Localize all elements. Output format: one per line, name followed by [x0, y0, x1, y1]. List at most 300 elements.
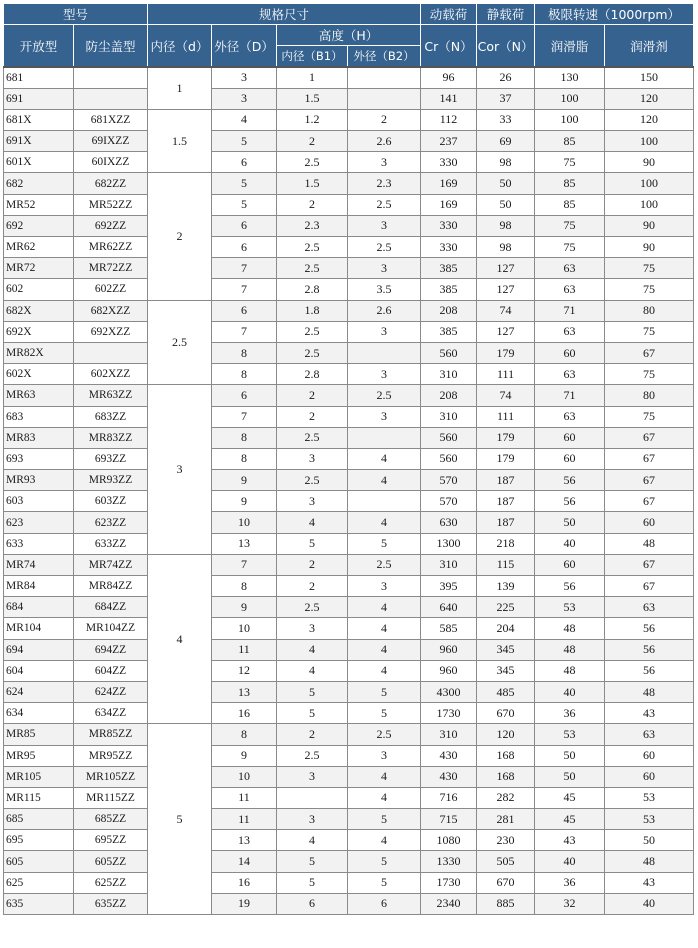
b1-cell: [277, 787, 348, 808]
table-row: [4, 533, 694, 554]
open-model-cell: 684: [4, 597, 74, 618]
cr-cell: 960: [421, 660, 477, 681]
oil-speed-cell: 56: [605, 660, 694, 681]
b2-cell: 5: [348, 851, 421, 872]
grease-speed-cell: 85: [535, 131, 605, 152]
cr-cell: 310: [421, 406, 477, 427]
b1-cell: 2: [277, 554, 348, 575]
grease-speed-cell: 48: [535, 639, 605, 660]
table-row: [4, 237, 694, 258]
table-row: [4, 131, 694, 152]
b1-cell: 4: [277, 660, 348, 681]
cor-cell: 225: [477, 597, 535, 618]
shielded-model-cell: MR63ZZ: [74, 385, 148, 406]
shielded-model-cell: MR52ZZ: [74, 194, 148, 215]
oil-speed-cell: 90: [605, 152, 694, 173]
inner-diameter-cell: 2.5: [148, 300, 212, 385]
oil-speed-cell: 60: [605, 766, 694, 787]
inner-diameter-cell: 4: [148, 554, 212, 724]
oil-speed-cell: 100: [605, 173, 694, 194]
open-model-cell: 695: [4, 830, 74, 851]
shielded-model-cell: 625ZZ: [74, 872, 148, 893]
shielded-model-cell: 60IXZZ: [74, 152, 148, 173]
oil-speed-cell: 67: [605, 470, 694, 491]
outer-diameter-header: 外径（D）: [212, 25, 277, 68]
oil-speed-cell: 60: [605, 745, 694, 766]
grease-speed-cell: 63: [535, 406, 605, 427]
outer-d-cell: 11: [212, 809, 277, 830]
b1-cell: 5: [277, 703, 348, 724]
grease-speed-cell: 71: [535, 385, 605, 406]
cr-cell: 640: [421, 597, 477, 618]
outer-d-cell: 11: [212, 639, 277, 660]
table-row: [4, 88, 694, 109]
cor-cell: 505: [477, 851, 535, 872]
shielded-model-cell: MR105ZZ: [74, 766, 148, 787]
outer-d-cell: 3: [212, 88, 277, 109]
oil-speed-cell: 56: [605, 639, 694, 660]
oil-speed-cell: 100: [605, 194, 694, 215]
shielded-model-cell: 683ZZ: [74, 406, 148, 427]
cr-cell: 395: [421, 576, 477, 597]
open-model-cell: 681X: [4, 109, 74, 130]
open-model-cell: MR82X: [4, 342, 74, 363]
oil-speed-cell: 43: [605, 703, 694, 724]
outer-d-cell: 5: [212, 173, 277, 194]
cor-cell: 98: [477, 237, 535, 258]
open-model-cell: MR52: [4, 194, 74, 215]
shielded-model-cell: MR104ZZ: [74, 618, 148, 639]
cr-cell: 330: [421, 237, 477, 258]
b2-cell: [348, 88, 421, 109]
shielded-model-cell: 605ZZ: [74, 851, 148, 872]
b2-cell: 5: [348, 681, 421, 702]
open-model-cell: 685: [4, 809, 74, 830]
b1-cell: 4: [277, 830, 348, 851]
cr-cell: 430: [421, 745, 477, 766]
cor-cell: 179: [477, 342, 535, 363]
b2-cell: 4: [348, 787, 421, 808]
open-model-cell: 634: [4, 703, 74, 724]
b2-cell: [348, 342, 421, 363]
table-row: [4, 724, 694, 745]
cor-cell: 120: [477, 724, 535, 745]
b2-cell: 3.5: [348, 279, 421, 300]
outer-d-cell: 9: [212, 470, 277, 491]
cr-cell: 1330: [421, 851, 477, 872]
inner-diameter-header: 内径（d）: [148, 25, 212, 68]
b1-cell: 2: [277, 194, 348, 215]
open-type-header: 开放型: [4, 25, 74, 68]
cor-cell: 281: [477, 809, 535, 830]
shielded-model-cell: MR95ZZ: [74, 745, 148, 766]
b1-cell: 4: [277, 512, 348, 533]
open-model-cell: MR63: [4, 385, 74, 406]
shielded-model-cell: 692XZZ: [74, 321, 148, 342]
open-model-cell: 601X: [4, 152, 74, 173]
b2-cell: 3: [348, 321, 421, 342]
outer-d-cell: 16: [212, 703, 277, 724]
shielded-model-cell: 681XZZ: [74, 109, 148, 130]
b2-cell: 4: [348, 830, 421, 851]
open-model-cell: 683: [4, 406, 74, 427]
oil-speed-cell: 80: [605, 300, 694, 321]
grease-speed-cell: 63: [535, 279, 605, 300]
oil-speed-cell: 48: [605, 533, 694, 554]
oil-speed-cell: 40: [605, 893, 694, 914]
cor-cell: 187: [477, 512, 535, 533]
open-model-cell: 693: [4, 448, 74, 469]
cor-cell: 345: [477, 639, 535, 660]
inner-b1-header: 内径（B1）: [277, 46, 348, 68]
cr-cell: 1730: [421, 872, 477, 893]
shielded-model-cell: [74, 342, 148, 363]
oil-speed-cell: 67: [605, 554, 694, 575]
cor-cell: 485: [477, 681, 535, 702]
b1-cell: 1.2: [277, 109, 348, 130]
table-row: [4, 448, 694, 469]
outer-d-cell: 10: [212, 618, 277, 639]
grease-speed-cell: 53: [535, 724, 605, 745]
b1-cell: 1.8: [277, 300, 348, 321]
open-model-cell: 623: [4, 512, 74, 533]
open-model-cell: 691: [4, 88, 74, 109]
height-header: 高度（H）: [277, 25, 421, 46]
table-row: [4, 215, 694, 236]
oil-speed-cell: 53: [605, 787, 694, 808]
cr-cell: 1730: [421, 703, 477, 724]
cr-cell: 310: [421, 554, 477, 575]
oil-speed-cell: 100: [605, 131, 694, 152]
table-row: [4, 67, 694, 88]
b1-cell: 6: [277, 893, 348, 914]
open-model-cell: MR62: [4, 237, 74, 258]
cr-cell: 112: [421, 109, 477, 130]
b2-cell: 3: [348, 576, 421, 597]
b1-cell: 2.3: [277, 215, 348, 236]
oil-speed-cell: 90: [605, 215, 694, 236]
grease-speed-cell: 53: [535, 597, 605, 618]
open-model-cell: 602: [4, 279, 74, 300]
cor-cell: 139: [477, 576, 535, 597]
shielded-model-cell: MR85ZZ: [74, 724, 148, 745]
table-row: [4, 576, 694, 597]
outer-d-cell: 8: [212, 448, 277, 469]
grease-speed-cell: 75: [535, 152, 605, 173]
b1-cell: 1: [277, 67, 348, 88]
shielded-model-cell: 623ZZ: [74, 512, 148, 533]
oil-speed-cell: 63: [605, 724, 694, 745]
open-model-cell: 602X: [4, 364, 74, 385]
table-row: [4, 766, 694, 787]
spec-group-header: 规格尺寸: [148, 4, 421, 25]
outer-d-cell: 7: [212, 258, 277, 279]
grease-speed-cell: 100: [535, 88, 605, 109]
cor-cell: 204: [477, 618, 535, 639]
outer-d-cell: 10: [212, 512, 277, 533]
b1-cell: 3: [277, 448, 348, 469]
b2-cell: [348, 427, 421, 448]
speed-limit-header: 极限转速（1000rpm）: [535, 4, 694, 25]
shielded-model-cell: MR62ZZ: [74, 237, 148, 258]
shielded-type-header: 防尘盖型: [74, 25, 148, 68]
table-row: [4, 321, 694, 342]
b1-cell: 5: [277, 872, 348, 893]
oil-speed-cell: 48: [605, 681, 694, 702]
table-row: [4, 109, 694, 130]
cr-cell: 560: [421, 342, 477, 363]
grease-speed-cell: 50: [535, 512, 605, 533]
grease-speed-cell: 32: [535, 893, 605, 914]
grease-speed-cell: 75: [535, 215, 605, 236]
open-model-cell: 694: [4, 639, 74, 660]
grease-speed-cell: 60: [535, 554, 605, 575]
oil-speed-cell: 67: [605, 427, 694, 448]
table-row: [4, 851, 694, 872]
shielded-model-cell: 684ZZ: [74, 597, 148, 618]
table-row: [4, 703, 694, 724]
outer-d-cell: 8: [212, 576, 277, 597]
b1-cell: 2: [277, 385, 348, 406]
outer-d-cell: 11: [212, 787, 277, 808]
cr-cell: 169: [421, 173, 477, 194]
shielded-model-cell: 634ZZ: [74, 703, 148, 724]
table-row: [4, 597, 694, 618]
oil-speed-cell: 80: [605, 385, 694, 406]
oil-speed-cell: 63: [605, 597, 694, 618]
cr-cell: 630: [421, 512, 477, 533]
cr-cell: 310: [421, 364, 477, 385]
outer-d-cell: 10: [212, 766, 277, 787]
b1-cell: 1.5: [277, 88, 348, 109]
b2-cell: 2.3: [348, 173, 421, 194]
cr-cell: 1080: [421, 830, 477, 851]
shielded-model-cell: MR115ZZ: [74, 787, 148, 808]
b1-cell: 2.8: [277, 364, 348, 385]
cr-header: Cr（N）: [421, 25, 477, 68]
oil-speed-cell: 90: [605, 237, 694, 258]
oil-speed-cell: 120: [605, 109, 694, 130]
oil-speed-cell: 67: [605, 448, 694, 469]
cr-cell: 330: [421, 215, 477, 236]
cr-cell: 141: [421, 88, 477, 109]
open-model-cell: 635: [4, 893, 74, 914]
table-row: [4, 787, 694, 808]
cor-cell: 670: [477, 872, 535, 893]
b2-cell: 3: [348, 406, 421, 427]
table-row: [4, 872, 694, 893]
b2-cell: 2.5: [348, 194, 421, 215]
shielded-model-cell: 604ZZ: [74, 660, 148, 681]
table-row: [4, 893, 694, 914]
table-row: [4, 681, 694, 702]
table-row: [4, 342, 694, 363]
outer-d-cell: 6: [212, 152, 277, 173]
shielded-model-cell: 624ZZ: [74, 681, 148, 702]
open-model-cell: 625: [4, 872, 74, 893]
table-header: [4, 4, 694, 68]
cr-cell: 1300: [421, 533, 477, 554]
cor-cell: 26: [477, 67, 535, 88]
cor-cell: 69: [477, 131, 535, 152]
open-model-cell: 624: [4, 681, 74, 702]
oil-header: 润滑剂: [605, 25, 694, 68]
b2-cell: 2: [348, 109, 421, 130]
shielded-model-cell: 694ZZ: [74, 639, 148, 660]
open-model-cell: 692X: [4, 321, 74, 342]
outer-d-cell: 7: [212, 554, 277, 575]
b1-cell: 2.5: [277, 321, 348, 342]
shielded-model-cell: 633ZZ: [74, 533, 148, 554]
shielded-model-cell: 69IXZZ: [74, 131, 148, 152]
table-row: [4, 809, 694, 830]
shielded-model-cell: 682ZZ: [74, 173, 148, 194]
b2-cell: 3: [348, 364, 421, 385]
outer-d-cell: 6: [212, 385, 277, 406]
table-row: [4, 491, 694, 512]
b1-cell: 3: [277, 618, 348, 639]
grease-speed-cell: 56: [535, 470, 605, 491]
table-row: [4, 258, 694, 279]
grease-speed-cell: 63: [535, 364, 605, 385]
cor-cell: 50: [477, 194, 535, 215]
b1-cell: 3: [277, 491, 348, 512]
shielded-model-cell: MR93ZZ: [74, 470, 148, 491]
grease-speed-cell: 45: [535, 809, 605, 830]
open-model-cell: MR105: [4, 766, 74, 787]
outer-d-cell: 8: [212, 427, 277, 448]
b2-cell: 2.5: [348, 724, 421, 745]
grease-speed-cell: 40: [535, 851, 605, 872]
b2-cell: 4: [348, 512, 421, 533]
cor-cell: 670: [477, 703, 535, 724]
shielded-model-cell: 682XZZ: [74, 300, 148, 321]
open-model-cell: 682: [4, 173, 74, 194]
shielded-model-cell: 603ZZ: [74, 491, 148, 512]
cor-cell: 230: [477, 830, 535, 851]
cor-cell: 282: [477, 787, 535, 808]
open-model-cell: MR83: [4, 427, 74, 448]
cor-cell: 33: [477, 109, 535, 130]
oil-speed-cell: 120: [605, 88, 694, 109]
b2-cell: 5: [348, 809, 421, 830]
oil-speed-cell: 75: [605, 364, 694, 385]
oil-speed-cell: 150: [605, 67, 694, 88]
cr-cell: 2340: [421, 893, 477, 914]
b1-cell: 2.5: [277, 745, 348, 766]
b1-cell: 5: [277, 533, 348, 554]
oil-speed-cell: 75: [605, 258, 694, 279]
open-model-cell: 681: [4, 67, 74, 88]
b2-cell: 4: [348, 448, 421, 469]
open-model-cell: MR93: [4, 470, 74, 491]
b2-cell: 2.5: [348, 385, 421, 406]
outer-d-cell: 6: [212, 215, 277, 236]
shielded-model-cell: 635ZZ: [74, 893, 148, 914]
grease-speed-cell: 50: [535, 745, 605, 766]
b1-cell: 2: [277, 406, 348, 427]
cor-cell: 50: [477, 173, 535, 194]
outer-d-cell: 8: [212, 364, 277, 385]
cor-cell: 111: [477, 406, 535, 427]
outer-d-cell: 9: [212, 745, 277, 766]
table-row: [4, 279, 694, 300]
b2-cell: 3: [348, 258, 421, 279]
outer-d-cell: 6: [212, 237, 277, 258]
outer-d-cell: 12: [212, 660, 277, 681]
grease-speed-cell: 56: [535, 491, 605, 512]
table-row: [4, 152, 694, 173]
outer-d-cell: 6: [212, 300, 277, 321]
oil-speed-cell: 53: [605, 809, 694, 830]
b2-cell: 5: [348, 872, 421, 893]
cr-cell: 385: [421, 321, 477, 342]
b1-cell: 2.5: [277, 427, 348, 448]
cor-cell: 218: [477, 533, 535, 554]
cr-cell: 169: [421, 194, 477, 215]
open-model-cell: 604: [4, 660, 74, 681]
b2-cell: 4: [348, 766, 421, 787]
cor-cell: 111: [477, 364, 535, 385]
b1-cell: 1.5: [277, 173, 348, 194]
table-row: [4, 385, 694, 406]
cr-cell: 385: [421, 279, 477, 300]
grease-speed-cell: 48: [535, 660, 605, 681]
cor-cell: 168: [477, 766, 535, 787]
outer-d-cell: 4: [212, 109, 277, 130]
b1-cell: 3: [277, 766, 348, 787]
inner-diameter-cell: 1: [148, 67, 212, 109]
shielded-model-cell: 695ZZ: [74, 830, 148, 851]
cor-cell: 74: [477, 300, 535, 321]
shielded-model-cell: 693ZZ: [74, 448, 148, 469]
b2-cell: 3: [348, 215, 421, 236]
cr-cell: 208: [421, 300, 477, 321]
b2-cell: 2.5: [348, 237, 421, 258]
table-row: [4, 554, 694, 575]
open-model-cell: MR104: [4, 618, 74, 639]
outer-d-cell: 13: [212, 533, 277, 554]
b1-cell: 2.5: [277, 597, 348, 618]
shielded-model-cell: 602XZZ: [74, 364, 148, 385]
shielded-model-cell: 685ZZ: [74, 809, 148, 830]
cr-cell: 310: [421, 724, 477, 745]
cr-cell: 716: [421, 787, 477, 808]
open-model-cell: MR95: [4, 745, 74, 766]
oil-speed-cell: 67: [605, 342, 694, 363]
table-body: [4, 67, 694, 915]
inner-diameter-cell: 2: [148, 173, 212, 300]
b2-cell: 6: [348, 893, 421, 914]
cor-cell: 179: [477, 448, 535, 469]
shielded-model-cell: MR72ZZ: [74, 258, 148, 279]
grease-speed-cell: 130: [535, 67, 605, 88]
grease-speed-cell: 43: [535, 830, 605, 851]
cr-cell: 715: [421, 809, 477, 830]
cr-cell: 560: [421, 448, 477, 469]
dynamic-load-header: 动载荷: [421, 4, 477, 25]
open-model-cell: 682X: [4, 300, 74, 321]
b1-cell: 2.8: [277, 279, 348, 300]
grease-speed-cell: 50: [535, 766, 605, 787]
grease-speed-cell: 75: [535, 237, 605, 258]
open-model-cell: MR84: [4, 576, 74, 597]
open-model-cell: MR72: [4, 258, 74, 279]
table-row: [4, 173, 694, 194]
b1-cell: 2: [277, 131, 348, 152]
grease-speed-cell: 56: [535, 576, 605, 597]
cr-cell: 330: [421, 152, 477, 173]
